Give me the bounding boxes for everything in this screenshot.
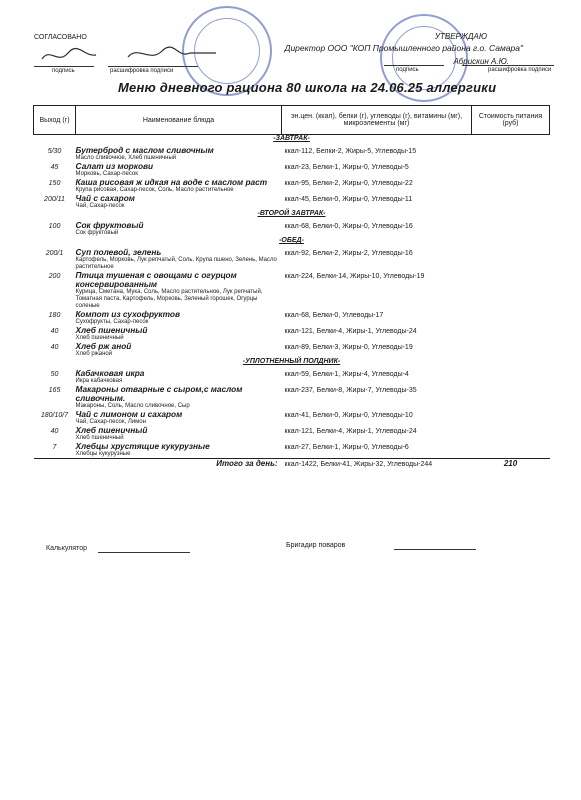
director-name: Абрискин А.Ю.	[453, 57, 509, 66]
dish-cell	[76, 221, 282, 237]
table-row	[34, 385, 550, 410]
dish-portion: 200/11	[44, 196, 65, 203]
total-row	[34, 459, 550, 469]
table-row	[34, 410, 550, 426]
dish-name: Сок фруктовый	[75, 220, 144, 230]
dish-name: Чай с сахаром	[75, 193, 135, 203]
dish-portion: 180	[48, 312, 61, 319]
dish-portion: 40	[50, 328, 59, 335]
dish-name: Хлебцы хрустящие кукурузные	[75, 441, 210, 451]
menu-table	[33, 105, 550, 468]
menu-body	[34, 135, 550, 459]
dish-nutrition: ккал-41, Белки-0, Жиры-0, Углеводы-10	[284, 412, 413, 419]
dish-nutrition: ккал-224, Белки-14, Жиры-10, Углеводы-19	[284, 273, 425, 280]
dish-cell	[76, 342, 282, 358]
dish-nutrition: ккал-121, Белки-4, Жиры-1, Углеводы-24	[284, 428, 417, 435]
table-row	[34, 221, 550, 237]
left-decode-caption: расшифровка подписи	[110, 68, 174, 74]
dish-portion: 40	[50, 428, 59, 435]
dish-nutrition: ккал-89, Белки-3, Жиры-0, Углеводы-19	[284, 344, 413, 351]
dish-name: Хлеб пшеничный	[75, 325, 148, 335]
dish-nutrition: ккал-68, Белки-0, Жиры-0, Углеводы-16	[284, 223, 413, 230]
dish-ingredients: Курица, Сметана, Мука, Соль, Масло растительное, Лук репчатый, Томатная паста, Картофель, Морковь, Зеленый горошек, Огурцы соленые	[75, 289, 263, 309]
dish-cell	[76, 194, 282, 210]
dish-name: Бутерброд с маслом сливочным	[75, 145, 214, 155]
left-sign-line	[34, 66, 94, 67]
page-title: Меню дневного рациона 80 школа на 24.06.25 аллергики	[118, 80, 497, 95]
dish-name: Каша рисовая ж идкая на воде с маслом раст	[75, 177, 268, 187]
dish-ingredients: Сухофрукты, Сахар-песок	[75, 319, 149, 325]
col-portion: Выход (г)	[34, 106, 76, 135]
dish-ingredients: Морковь, Сахар-песок	[75, 171, 138, 177]
dish-nutrition: ккал-121, Белки-4, Жиры-1, Углеводы-24	[284, 328, 417, 335]
section-title: -ЗАВТРАК-	[273, 135, 310, 142]
dish-ingredients: Макароны, Соль, Масло сливочное, Сыр	[75, 403, 190, 409]
table-row	[34, 146, 550, 162]
dish-nutrition: ккал-95, Белки-2, Жиры-0, Углеводы-22	[284, 180, 413, 187]
dish-name: Хлеб рж аной	[75, 341, 132, 351]
dish-ingredients: Хлеб пшеничный	[75, 335, 124, 341]
approval-right-label: УТВЕРЖДАЮ	[434, 32, 487, 41]
col-nutrition: эн.цен. (ккал), белки (г), углеводы (г), витамины (мг), микроэлементы (мг)	[282, 106, 472, 135]
dish-name: Кабачковая икра	[75, 368, 145, 378]
dish-nutrition: ккал-237, Белки-8, Жиры-7, Углеводы-35	[284, 387, 417, 394]
dish-portion: 7	[52, 444, 57, 451]
col-name: Наименование блюда	[76, 106, 282, 135]
dish-portion: 165	[48, 387, 61, 394]
dish-cell	[76, 310, 282, 326]
table-row	[34, 426, 550, 442]
dish-ingredients: Хлеб пшеничный	[75, 435, 124, 441]
approval-left-label: СОГЛАСОВАНО	[34, 34, 87, 41]
dish-portion: 45	[50, 164, 59, 171]
dish-ingredients: Чай, Сахар-песок, Лимон	[75, 419, 146, 425]
table-row	[34, 162, 550, 178]
footer-calculator-label: Калькулятор	[46, 545, 87, 552]
dish-ingredients: Икра кабачковая	[75, 378, 123, 384]
footer-chef-label: Бригадир поваров	[286, 542, 346, 549]
dish-cell	[76, 385, 282, 410]
dish-portion: 200	[48, 273, 61, 280]
dish-cell	[76, 178, 282, 194]
dish-portion: 200/1	[45, 250, 64, 257]
dish-cell	[76, 426, 282, 442]
dish-portion: 180/10/7	[40, 412, 69, 419]
right-decode-caption: расшифровка подписи	[488, 67, 552, 73]
right-sign-caption: подпись	[396, 67, 419, 73]
dish-nutrition: ккал-112, Белки-2, Жиры-5, Углеводы-15	[284, 148, 417, 155]
section-title: -УПЛОТНЕННЫЙ ПОЛДНИК-	[242, 358, 341, 365]
table-row	[34, 369, 550, 385]
table-row	[34, 442, 550, 459]
dish-name: Макароны отварные с сыром,с маслом сливочным.	[75, 384, 243, 403]
dish-name: Птица тушеная с овощами с огурцом консервированным	[75, 270, 237, 289]
director-position: Директор ООО "КОП Промышленного района г.о. Самара"	[284, 43, 523, 53]
dish-portion: 40	[50, 344, 59, 351]
dish-ingredients: Хлебцы кукурузные	[75, 451, 131, 457]
dish-portion: 100	[48, 223, 61, 230]
dish-ingredients: Хлеб ржаной	[75, 351, 113, 357]
right-decode-line	[462, 65, 554, 66]
dish-ingredients: Масло сливочное, Хлеб пшеничный	[75, 155, 177, 161]
col-cost: Стоимость питания (руб)	[472, 106, 550, 135]
dish-name: Компот из сухофруктов	[75, 309, 180, 319]
total-label: Итого за день:	[76, 459, 282, 469]
dish-name: Хлеб пшеничный	[75, 425, 148, 435]
table-row	[34, 342, 550, 358]
section-title: -ОБЕД-	[279, 237, 304, 244]
dish-ingredients: Чай, Сахар-песок	[75, 203, 125, 209]
dish-nutrition: ккал-59, Белки-1, Жиры-4, Углеводы-4	[284, 371, 409, 378]
table-row	[34, 271, 550, 310]
total-cost: 210	[472, 459, 550, 469]
dish-ingredients: Крупа рисовая, Сахар-песок, Соль, Масло растительное	[75, 187, 234, 193]
dish-portion: 5/30	[47, 148, 62, 155]
dish-nutrition: ккал-92, Белки-2, Жиры-2, Углеводы-16	[284, 250, 413, 257]
dish-cell	[76, 410, 282, 426]
dish-nutrition: ккал-45, Белки-0, Жиры-0, Углеводы-11	[284, 196, 413, 203]
table-row	[34, 326, 550, 342]
calculator-sign-line	[98, 552, 190, 553]
dish-cell	[76, 248, 282, 271]
dish-portion: 50	[50, 371, 59, 378]
dish-cell	[76, 369, 282, 385]
section-title: -ВТОРОЙ ЗАВТРАК-	[257, 210, 326, 217]
dish-ingredients: Картофель, Морковь, Лук репчатый, Соль, Крупа пшено, Зелень, Масло растительное	[75, 257, 277, 270]
right-sign-line	[384, 65, 444, 66]
dish-name: Чай с лимоном и сахаром	[75, 409, 183, 419]
dish-cell	[76, 442, 282, 459]
dish-nutrition: ккал-23, Белки-1, Жиры-0, Углеводы-5	[284, 164, 409, 171]
table-row	[34, 248, 550, 271]
table-row	[34, 178, 550, 194]
dish-cell	[76, 162, 282, 178]
left-sign-caption: подпись	[52, 68, 75, 74]
dish-cell	[76, 271, 282, 310]
dish-ingredients: Сок фруктовый	[75, 230, 119, 236]
table-row	[34, 194, 550, 210]
dish-nutrition: ккал-27, Белки-1, Жиры-0, Углеводы-6	[284, 444, 409, 451]
table-row	[34, 310, 550, 326]
total-nutrition: ккал-1422, Белки-41, Жиры-32, Углеводы-244	[282, 459, 472, 469]
dish-portion: 150	[48, 180, 61, 187]
dish-cell	[76, 326, 282, 342]
table-header	[34, 106, 550, 135]
dish-name: Суп полевой, зелень	[75, 247, 162, 257]
chef-sign-line	[394, 549, 476, 550]
dish-nutrition: ккал-68, Белки-0, Углеводы-17	[284, 312, 384, 319]
dish-cell	[76, 146, 282, 162]
dish-name: Салат из моркови	[75, 161, 154, 171]
